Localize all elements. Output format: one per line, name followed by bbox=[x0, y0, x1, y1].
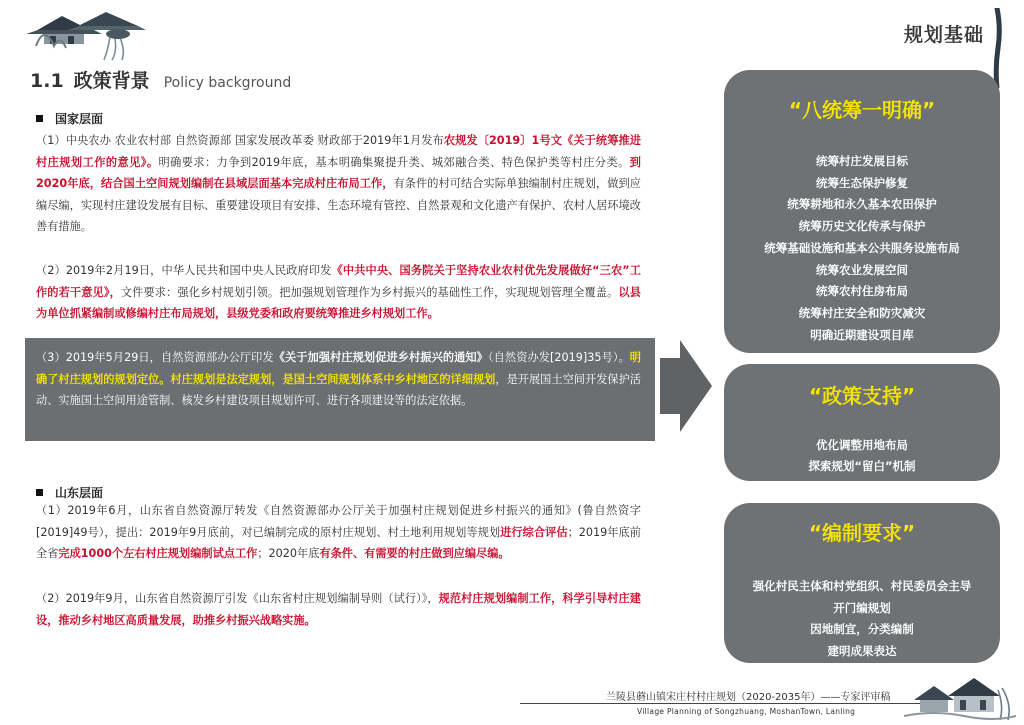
footer-project-title: 兰陵县蘑山镇宋庄村村庄规划（2020-2035年）——专家评审稿 bbox=[606, 692, 891, 703]
panel-item: 统筹农业发展空间 bbox=[816, 262, 908, 277]
panel-item: 统筹耕地和永久基本农田保护 bbox=[787, 197, 937, 212]
shandong-level-label: 山东层面 bbox=[55, 486, 104, 500]
panel-compilation-requirements bbox=[724, 503, 1000, 663]
footer-project-title-en: Village Planning of Songzhuang, MoshanTown, Lanling bbox=[637, 707, 856, 716]
section-title-en: Policy background bbox=[163, 75, 292, 91]
panel-title: “八统筹一明确” bbox=[788, 98, 936, 122]
panel-item: 明确近期建设项目库 bbox=[810, 327, 914, 342]
panel-item-list bbox=[724, 576, 1000, 662]
text-segment: 明确要求：力争到2019年底，基本明确集聚提升类、城郊融合类、特色保护类等村庄分类。 bbox=[158, 155, 630, 169]
text-segment: 有条件、有需要的村庄做到应编尽编。 bbox=[319, 547, 510, 560]
text-segment: 规范村庄规划编制工作，科学引导村庄建设，推动乡村地区高质量发展，助推乡村振兴战略实施。 bbox=[36, 592, 641, 627]
national-level-heading bbox=[36, 110, 103, 127]
text-segment: （1）2019年6月，山东省自然资源厅转发《自然资源部办公厅关于加强村庄规划促进乡村振兴的通知》(鲁自然资字[2019]49号），提出：2019年9月底前，对已编制完成的原村庄规划、村土地利用规划等规划 bbox=[36, 504, 641, 539]
text-segment: ；2019年底前全省 bbox=[36, 525, 641, 560]
section-heading bbox=[30, 66, 291, 93]
bullet-square-icon bbox=[36, 115, 43, 122]
panel-item: 统筹村庄发展目标 bbox=[816, 154, 908, 168]
panel-item: 建明成果表达 bbox=[827, 643, 897, 658]
panel-item: 优化调整用地布局 bbox=[816, 438, 908, 452]
text-segment: 以县为单位抓紧编制或修编村庄布局规划，县级党委和政府要统筹推进乡村规划工作。 bbox=[36, 285, 641, 320]
national-level-label: 国家层面 bbox=[55, 112, 104, 126]
panel-item: 开门编规划 bbox=[833, 600, 891, 615]
panel-title: “政策支持” bbox=[808, 384, 916, 408]
text-segment: ，是开展国土空间开发保护活动、实施国土空间用途管制、核发乡村建设项目规划许可、进行各项建设等的法定依据。 bbox=[36, 372, 641, 407]
panel-eight-coordinations bbox=[724, 70, 1000, 353]
ink-landscape-logo bbox=[14, 4, 164, 62]
national-paragraph-2 bbox=[36, 260, 641, 325]
panel-item: 统筹基础设施和基本公共服务设施布局 bbox=[764, 240, 960, 255]
text-segment: 完成1000个左右村庄规划编制试点工作 bbox=[58, 547, 258, 560]
text-segment: 文件要求：强化乡村规划引领。把加强规划管理作为乡村振兴的基础性工作，实现规划管理全覆盖。 bbox=[120, 285, 619, 299]
text-segment: 农规发〔2019〕1号文《关于统筹推进村庄规划工作的意见》。 bbox=[36, 134, 641, 169]
text-segment: 明确了村庄规划的规划定位。 bbox=[36, 351, 641, 386]
shandong-level-heading bbox=[36, 484, 103, 501]
shandong-paragraph-1 bbox=[36, 500, 641, 565]
panel-item: 统筹村庄安全和防灾减灾 bbox=[798, 305, 926, 320]
national-paragraph-3 bbox=[36, 347, 641, 412]
text-segment: （3）2019年5月29日，自然资源部办公厅印发 bbox=[36, 351, 274, 364]
panel-item-list bbox=[724, 151, 1000, 346]
text-segment: 《中共中央、国务院关于坚持农业农村优先发展做好“三农”工作的若干意见》， bbox=[36, 264, 641, 299]
panel-item: 因地制宜，分类编制 bbox=[810, 622, 914, 636]
page-category-title: 规划基础 bbox=[903, 24, 984, 46]
panel-item-list bbox=[724, 435, 1000, 477]
chevron-right-arrow-icon bbox=[660, 340, 712, 432]
text-segment: 到2020年底，结合国土空间规划编制在县域层面基本完成村庄布局工作， bbox=[36, 155, 641, 190]
text-segment: ；2020年底 bbox=[257, 547, 320, 560]
panel-item: 统筹农村住房布局 bbox=[816, 284, 908, 299]
footer-divider bbox=[520, 703, 940, 704]
text-segment: （2）2019年9月，山东省自然资源厅引发《山东省村庄规划编制导则（试行）》， bbox=[36, 592, 439, 605]
ink-village-illustration bbox=[904, 660, 1016, 722]
text-segment: 村庄规划是法定规划，是国土空间规划体系中乡村地区的详细规划 bbox=[170, 372, 496, 386]
panel-item: 统筹生态保护修复 bbox=[816, 175, 908, 190]
bullet-square-icon bbox=[36, 489, 43, 496]
panel-item: 统筹历史文化传承与保护 bbox=[798, 219, 926, 234]
panel-policy-support bbox=[724, 364, 1000, 481]
text-segment: （2）2019年2月19日，中华人民共和国中央人民政府印发 bbox=[36, 264, 332, 277]
panel-title: “编制要求” bbox=[808, 521, 916, 545]
national-paragraph-1 bbox=[36, 130, 641, 238]
text-segment: 进行综合评估 bbox=[500, 525, 568, 539]
text-segment: 《关于加强村庄规划促进乡村振兴的通知》 bbox=[273, 351, 488, 364]
text-segment: 有条件的村可结合实际单独编制村庄规划，做到应编尽编，实现村庄建设发展有目标、重要建设项目有安排、生态环境有管控、自然景观和文化遗产有保护、农村人居环境改善有措施。 bbox=[36, 177, 641, 233]
shandong-paragraph-2 bbox=[36, 588, 641, 631]
brush-stroke-decoration bbox=[990, 8, 1004, 88]
text-segment: （自然资办发[2019]35号）。 bbox=[487, 351, 630, 364]
section-number: 1.1 bbox=[30, 70, 64, 92]
panel-item: 探索规划“留白”机制 bbox=[808, 459, 916, 473]
text-segment: （1）中央农办 农业农村部 自然资源部 国家发展改革委 财政部于2019年1月发布 bbox=[36, 134, 444, 147]
panel-item: 强化村民主体和村党组织、村民委员会主导 bbox=[752, 579, 972, 593]
section-title-zh: 政策背景 bbox=[73, 70, 150, 92]
